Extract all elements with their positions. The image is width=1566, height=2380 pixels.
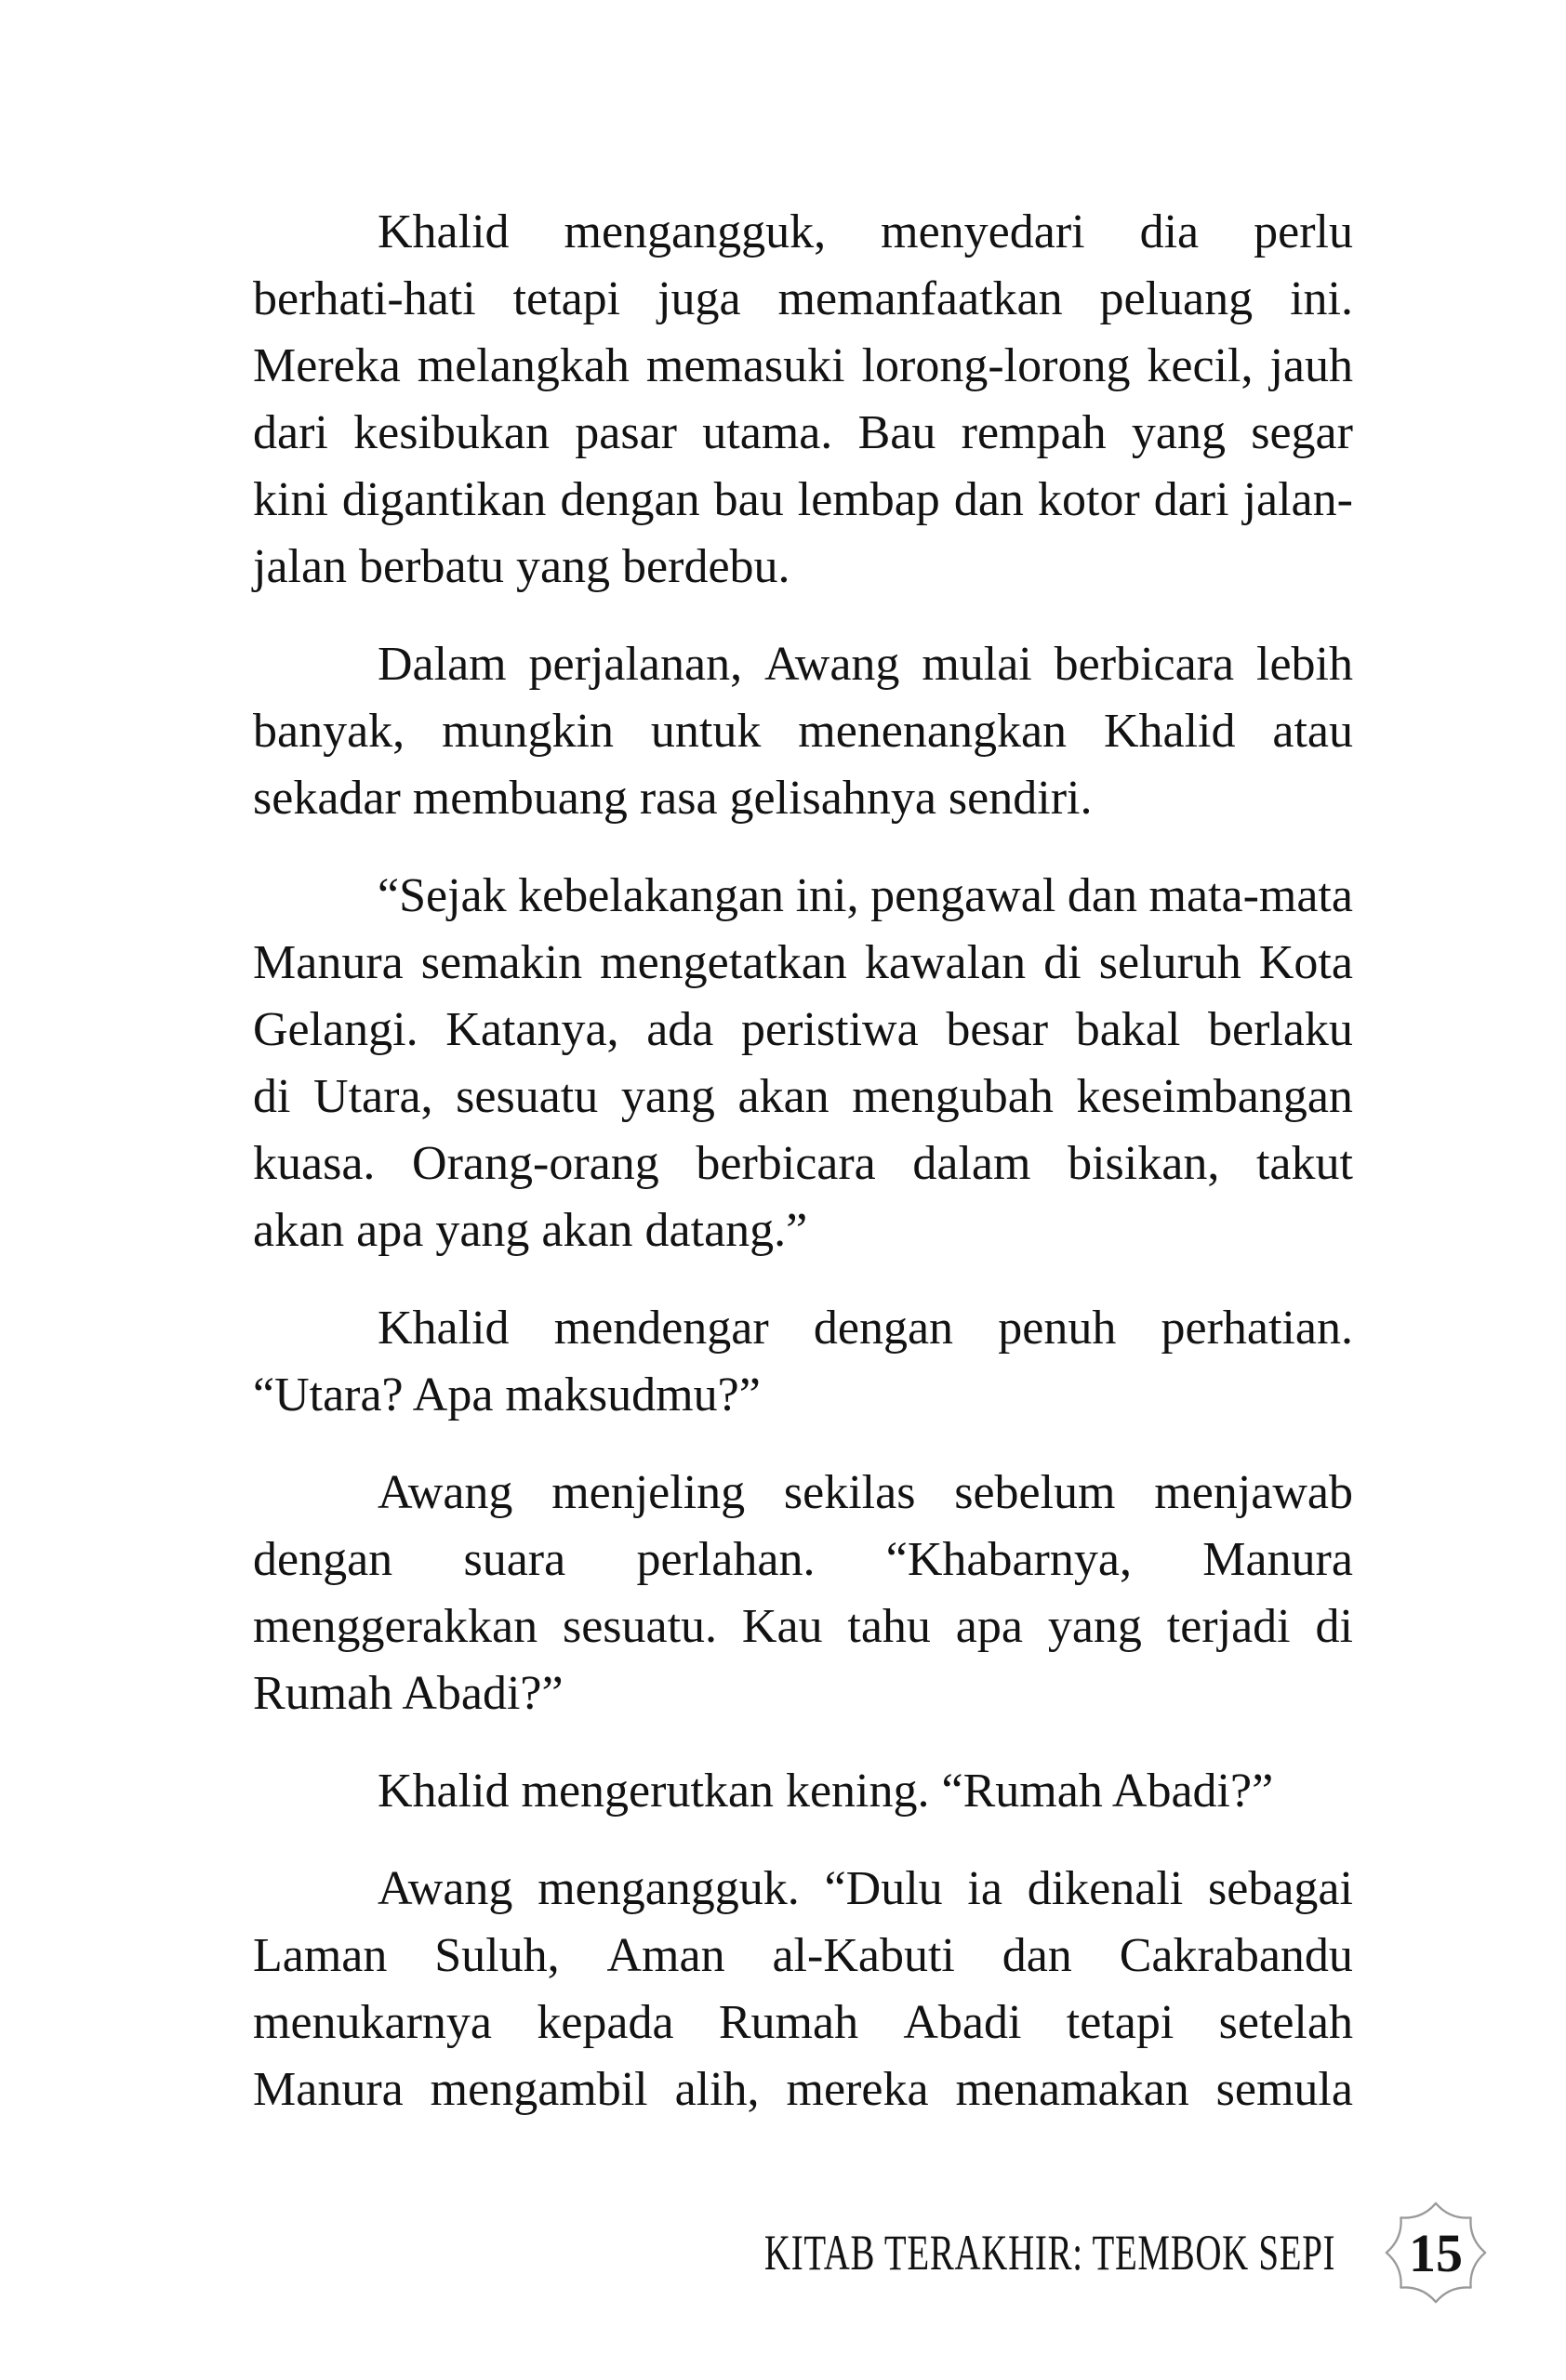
text-line: Khalid mendengar dengan penuh perhatian. — [378, 1302, 1353, 1355]
text-block — [253, 199, 1353, 2154]
text-line: menggerakkan sesuatu. Kau tahu apa yang terjadi di — [253, 1600, 1353, 1653]
paragraph — [253, 1856, 1353, 2123]
text-line: berhati-hati tetapi juga memanfaatkan peluang ini. — [253, 272, 1353, 325]
text-line: “Sejak kebelakangan ini, pengawal dan mata-mata — [378, 869, 1353, 922]
text-line: jalan berbatu yang berdebu. — [253, 540, 790, 593]
text-line: dengan suara perlahan. “Khabarnya, Manura — [253, 1533, 1353, 1586]
text-line: Rumah Abadi?” — [253, 1667, 564, 1720]
text-line: Mereka melangkah memasuki lorong-lorong kecil, jauh — [253, 339, 1353, 392]
text-line: sekadar membuang rasa gelisahnya sendiri. — [253, 772, 1093, 825]
paragraph — [253, 1758, 1353, 1825]
text-line: Awang mengangguk. “Dulu ia dikenali sebagai — [378, 1862, 1353, 1915]
text-line: dari kesibukan pasar utama. Bau rempah yang segar — [253, 406, 1353, 459]
paragraph — [253, 199, 1353, 601]
paragraph — [253, 1460, 1353, 1727]
page-footer — [542, 2202, 1490, 2304]
text-line: banyak, mungkin untuk menenangkan Khalid atau — [253, 705, 1353, 758]
text-line: Gelangi. Katanya, ada peristiwa besar bakal berlaku — [253, 1003, 1353, 1056]
paragraph — [253, 1295, 1353, 1429]
text-line: kini digantikan dengan bau lembap dan kotor dari jalan- — [253, 473, 1353, 526]
running-title: KITAB TERAKHIR: TEMBOK SEPI — [763, 2225, 1335, 2281]
text-line: Manura mengambil alih, mereka menamakan semula — [253, 2063, 1353, 2116]
text-line: Manura semakin mengetatkan kawalan di seluruh Kota — [253, 936, 1353, 989]
text-line: di Utara, sesuatu yang akan mengubah keseimbangan — [253, 1070, 1353, 1123]
text-line: Awang menjeling sekilas sebelum menjawab — [378, 1466, 1353, 1519]
paragraph — [253, 631, 1353, 832]
text-line: Laman Suluh, Aman al-Kabuti dan Cakrabandu — [253, 1929, 1353, 1982]
text-line: akan apa yang akan datang.” — [253, 1204, 808, 1257]
text-line: kuasa. Orang-orang berbicara dalam bisikan, takut — [253, 1137, 1353, 1190]
text-line: Khalid mengangguk, menyedari dia perlu — [378, 205, 1353, 258]
page-number: 15 — [1409, 2222, 1463, 2283]
text-line: Dalam perjalanan, Awang mulai berbicara lebih — [378, 638, 1353, 691]
text-line: Khalid mengerutkan kening. “Rumah Abadi?” — [378, 1765, 1274, 1818]
page-number-ornament — [1382, 2199, 1490, 2307]
text-line: menukarnya kepada Rumah Abadi tetapi setelah — [253, 1996, 1353, 2049]
paragraph — [253, 863, 1353, 1264]
text-line: “Utara? Apa maksudmu?” — [253, 1368, 761, 1421]
